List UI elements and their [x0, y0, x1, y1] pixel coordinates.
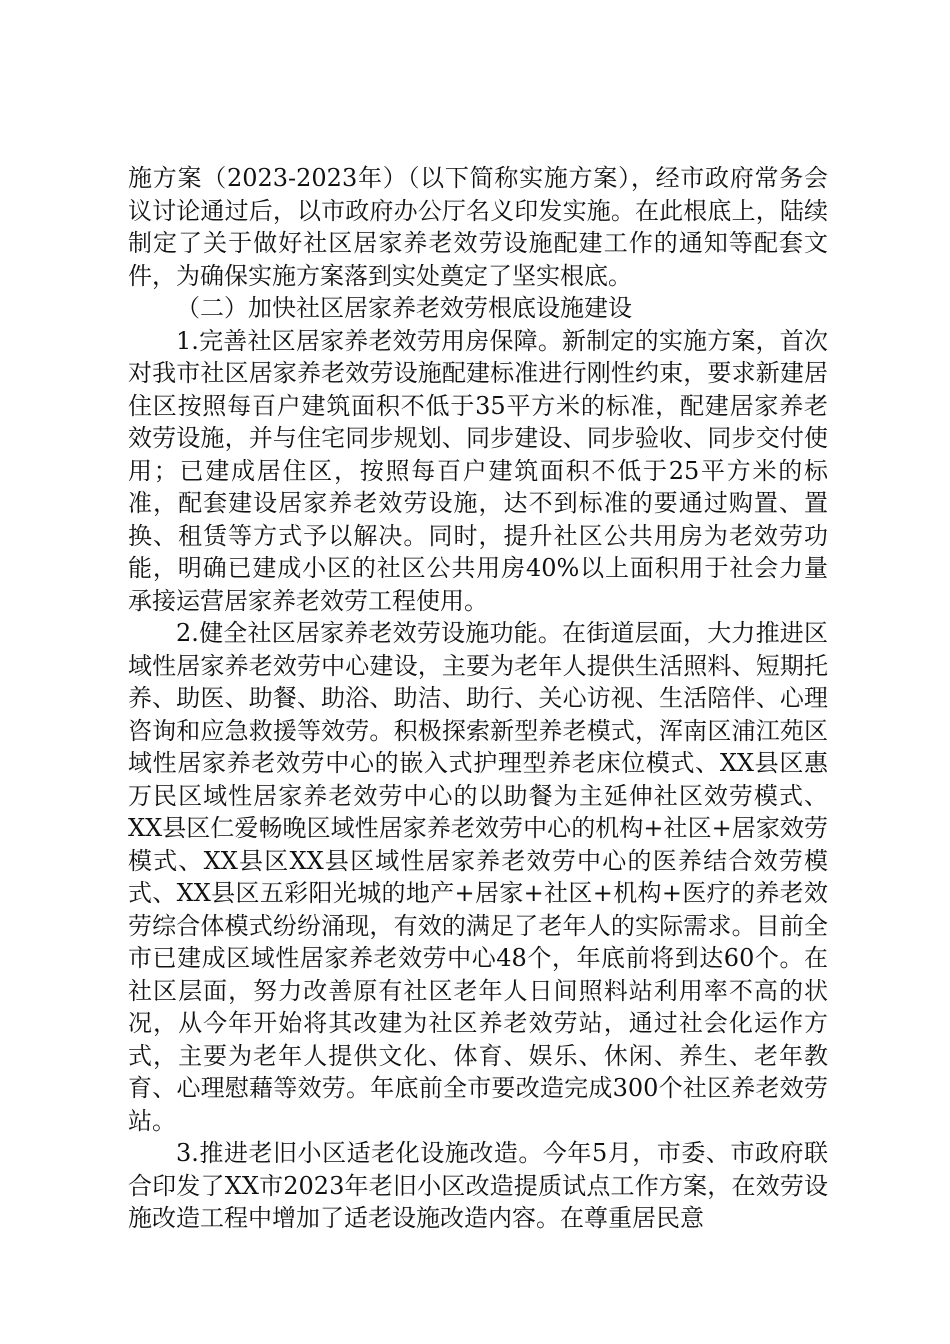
body-paragraph-housing: 1.完善社区居家养老效劳用房保障。新制定的实施方案，首次对我市社区居家养老效劳设施配建标准进行刚性约束，要求新建居住区按照每百户建筑面积不低于35平方米的标准，配建居家养老效劳设施，并与住宅同步规划、同步建设、同步验收、同步交付使用；已建成居住区，按照每百户建筑面积不低于25平方米的标准，配套建设居家养老效劳设施，达不到标准的要通过购置、置换、租赁等方式予以解决。同时，提升社区公共用房为老效劳功能，明确已建成小区的社区公共用房40%以上面积用于社会力量承接运营居家养老效劳工程使用。 [128, 326, 828, 615]
body-paragraph-renovation: 3.推进老旧小区适老化设施改造。今年5月，市委、市政府联合印发了XX市2023年老旧小区改造提质试点工作方案，在效劳设施改造工程中增加了适老设施改造内容。在尊重居民意 [128, 1139, 828, 1232]
document-body [128, 162, 828, 1235]
section-heading: （二）加快社区居家养老效劳根底设施建设 [176, 294, 632, 322]
body-paragraph-continued: 施方案（2023-2023年）（以下简称实施方案），经市政府常务会议讨论通过后，以市政府办公厅名义印发实施。在此根底上，陆续制定了关于做好社区居家养老效劳设施配建工作的通知等配套文件，为确保实施方案落到实处奠定了坚实根底。 [128, 164, 828, 290]
body-paragraph-facilities: 2.健全社区居家养老效劳设施功能。在街道层面，大力推进区域性居家养老效劳中心建设，主要为老年人提供生活照料、短期托养、助医、助餐、助浴、助洁、助行、关心访视、生活陪伴、心理咨询和应急救援等效劳。积极探索新型养老模式，浑南区浦江苑区域性居家养老效劳中心的嵌入式护理型养老床位模式、XX县区惠万民区域性居家养老效劳中心的以助餐为主延伸社区效劳模式、XX县区仁爱畅晚区域性居家养老效劳中心的机构+社区+居家效劳模式、XX县区XX县区域性居家养老效劳中心的医养结合效劳模式、XX县区五彩阳光城的地产+居家+社区+机构+医疗的养老效劳综合体模式纷纷涌现，有效的满足了老年人的实际需求。目前全市已建成区域性居家养老效劳中心48个，年底前将到达60个。在社区层面，努力改善原有社区老年人日间照料站利用率不高的状况，从今年开始将其改建为社区养老效劳站，通过社会化运作方式，主要为老年人提供文化、体育、娱乐、休闲、养生、老年教育、心理慰藉等效劳。年底前全市要改造完成300个社区养老效劳站。 [128, 619, 828, 1135]
